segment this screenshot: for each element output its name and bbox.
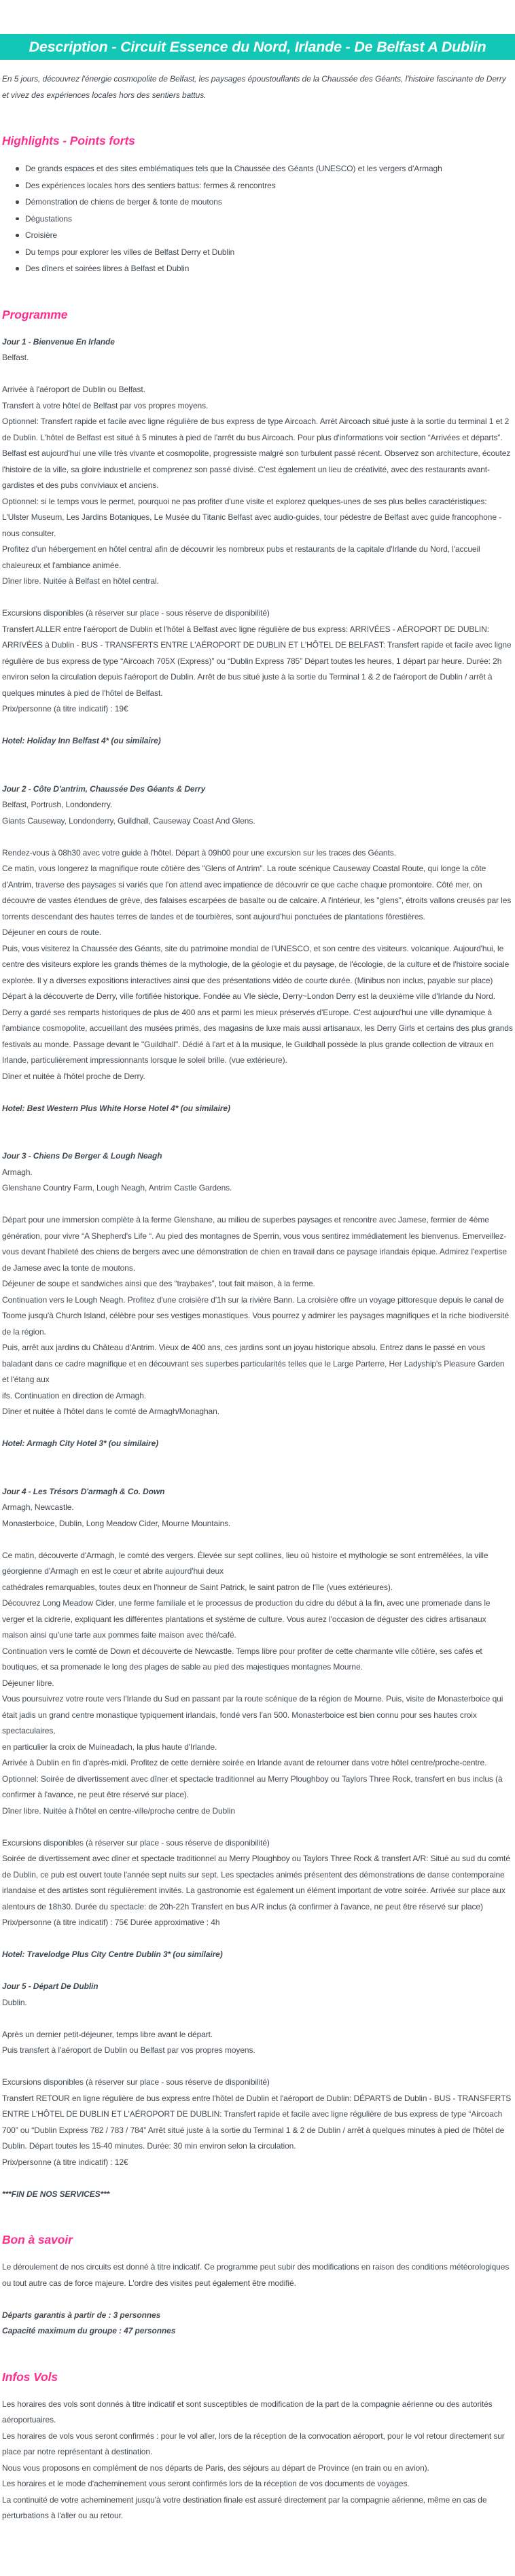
paragraph: Dîner et nuitée à l'hôtel dans le comté de Armagh/Monaghan. [2,1407,219,1416]
intro-paragraph: En 5 jours, découvrez l'énergie cosmopolite de Belfast, les paysages époustouflants de la Chaussée des Géants, l'histoire fascinante de Derry et vivez des expériences locales hors des sentiers battus. [2,74,506,100]
paragraph: cathédrales remarquables, toutes deux en l'honneur de Saint Patrick, le saint patron de l'île (vues extérieures). [2,1582,393,1592]
bold-line: ***FIN DE NOS SERVICES*** [2,2189,110,2199]
paragraph: Dîner libre. Nuitée à Belfast en hôtel central. [2,576,159,586]
spacer [2,1532,513,1548]
infos-vols-heading: Infos Vols [2,2369,58,2384]
paragraph: Nous vous proposons en complément de nos départs de Paris, des séjours au départ de Province (en train ou en avion). [2,2463,429,2473]
hotel-line: Hotel: Best Western Plus White Horse Hotel 4* (ou similaire) [2,1103,230,1113]
paragraph: Armagh, Newcastle. [2,1502,74,1512]
spacer [2,1197,513,1213]
paragraph: Excursions disponibles (à réserver sur place - sous réserve de disponibilité) [2,2077,270,2087]
paragraph: Prix/personne (à titre indicatif) : 19€ [2,704,128,713]
paragraph: Belfast, Portrush, Londonderry. [2,800,113,809]
bullet-item: Du temps pour explorer les villes de Belfast Derry et Dublin [25,244,513,261]
hotel-line: Hotel: Armagh City Hotel 3* (ou similaire) [2,1439,159,1448]
spacer [2,749,513,766]
paragraph: en particulier la croix de Muineadach, la plus haute d'Irlande. [2,1742,217,1752]
day-title: Jour 4 - Les Trésors D'armagh & Co. Down [2,1486,165,1496]
spacer [2,1084,513,1101]
spacer [2,1452,513,1468]
paragraph: Giants Causeway, Londonderry, Guildhall, Causeway Coast And Glens. [2,815,255,826]
day-title: Jour 2 - Côte D'antrim, Chaussée Des Géants & Derry [2,783,206,794]
paragraph: Transfert à votre hôtel de Belfast par vos propres moyens. [2,400,209,410]
paragraph: Ce matin, découverte d'Armagh, le comté des vergers. Élevée sur sept collines, lieu où histoire et mythologie se sont entremêlées, la ville géorgienne d'Armagh en est le cœur et abrite aujourd'hui deux [2,1550,489,1576]
hotel-line: Hotel: Travelodge Plus City Centre Dublin 3* (ou similaire) [2,1949,223,1959]
paragraph: Puis transfert à l'aéroport de Dublin ou Belfast par vos propres moyens. [2,2045,255,2055]
spacer [2,2170,513,2187]
bullet-item: De grands espaces et des sites emblématiques tels que la Chaussée des Géants (UNESCO) et les vergers d'Armagh [25,160,513,177]
paragraph: Les horaires de vols vous seront confirmés : pour le vol aller, lors de la réception de la convocation aéroport, pour le vol retour directement sur place par notre représentant à destination. [2,2431,505,2456]
bullet-item: Des dîners et soirées libres à Belfast et Dublin [25,260,513,277]
paragraph: Armagh. [2,1167,33,1177]
paragraph: Ce matin, vous longerez la magnifique route côtière des "Glens of Antrim". La route scénique Causeway Coastal Route, qui longe la côte d'Antrim, traverse des paysages si variés que l'on attend avec impatience de découvrir ce que cache chaque promontoire. Côté mer, on découvre de vastes étendues de grève, des falaises escarpées de basalte ou de calcaire. A l'intérieur, les "glens", étroits vallons creusés par les torrents descendant des hautes terres de landes et de tourbières, sont aujourd'hui ponctuées de plantations fôrestières. [2,864,512,921]
bold-line: Départs garantis à partir de : 3 personnes [2,2310,161,2320]
paragraph: Dîner libre. Nuitée à l'hôtel en centre-ville/proche centre de Dublin [2,1805,235,1816]
paragraph: Profitez d'un hébergement en hôtel central afin de découvrir les nombreux pubs et restaurants de la capitale d'Irlande du Nord, l'accueil chaleureux et l'ambiance animée. [2,544,480,570]
paragraph: Excursions disponibles (à réserver sur place - sous réserve de disponibilité) [2,608,270,618]
spacer [2,1819,513,1835]
spacer [2,1468,513,1484]
programme-heading: Programme [2,307,68,321]
infos-vols-content [2,2397,513,2524]
paragraph: Continuation vers le comté de Down et découverte de Newcastle. Temps libre pour profiter de cette charmante ville côtière, ses cafés et boutiques, et sa promenade le long des plages de sable au pied des majestiques montagnes Mourne. [2,1646,482,1672]
bon-a-savoir-content [2,2259,513,2340]
bullet-item: Croisière [25,227,513,244]
paragraph: Transfert RETOUR en ligne régulière de bus express entre l'hôtel de Dublin et l'aéroport de Dublin: DÉPARTS de Dublin - BUS - TRANSFERTS ENTRE L'HÔTEL DE DUBLIN ET L'AÉROPORT DE DUBLIN: Transfert rapide et facile avec ligne régulière de bus express de type “Aircoach 700” ou “Dublin Express 782 / 783 / 784” Arrêt situé juste à la sortie du Terminal 1 & 2 de Dublin / arrêt à quelques minutes à pied de l'hôtel de Dublin. Départ toutes les 15-40 minutes. Durée: 30 min environ selon la circulation. [2,2093,512,2151]
highlights-list [2,160,513,277]
spacer [2,2059,513,2075]
spacer [2,1133,513,1149]
paragraph: Puis, arrêt aux jardins du Château d'Antrim. Vieux de 400 ans, ces jardins sont un joyau historique absolu. Entrez dans le passé en vous baladant dans ce cadre magnifique et en découvrant ses superbes particularités telles que le Large Parterre, Her Ladyship's Pleasure Garden et l'étang aux [2,1343,505,1384]
paragraph: Arrivée à Dublin en fin d'après-midi. Profitez de cette dernière soirée en Irlande avant de retourner dans votre hôtel centre/proche-centre. [2,1758,487,1767]
paragraph: Les horaires et le mode d'acheminement vous seront confirmés lors de la réception de vos documents de voyages. [2,2479,410,2488]
paragraph: Départ à la découverte de Derry, ville fortifiée historique. Fondée au VIe siècle, Derry~London Derry est la deuxième ville d'Irlande du Nord. Derry a gardé ses remparts historiques de plus de 400 ans et parmi les mieux préservés d'Europe. C'est aujourd'hui une ville dynamique à l'ambiance cosmopolite, accueillant des musées primés, des magasins de luxe mais aussi artisanaux, les Derry Girls et certains des plus grands festivals au monde. Passage devant le "Guildhall". Dédié à l'art et à la musique, le Guildhall possède la plus grande collection de vitraux en Irlande, particulièrement impressionnants lorsque le soleil brille. (vue extérieure). [2,991,513,1065]
paragraph: Puis, vous visiterez la Chaussée des Géants, site du patrimoine mondial de l'UNESCO, et son centre des visiteurs. volcanique. Aujourd'hui, le centre des visiteurs explore les grands thèmes de la mythologie, de la géologie et du paysage, de l'écologie, de la culture et de l'histoire sociale explorée. Il y a diverses expositions interactives ainsi que des présentations vidéo de courte durée. (Minibus non inclus, payable sur place) [2,943,510,985]
paragraph: Départ pour une immersion complète à la ferme Glenshane, au milieu de superbes paysages et rencontre avec Jamese, fermier de 4ème génération, pour vivre “A Shepherd's Life “. Au pied des montagnes de Sperrin, vous vous sentirez immédiatement les bienvenus. Emerveillez-vous devant l'habileté des chiens de bergers avec une démonstration de chien en travail dans ce paysage irlandais épique. Admirez l'expertise de Jamese avec la tonte de moutons. [2,1215,507,1273]
description-banner [0,34,515,60]
paragraph: Prix/personne (à titre indicatif) : 12€ [2,2157,128,2167]
paragraph: Dublin. [2,1997,27,2007]
paragraph: Déjeuner libre. [2,1678,54,1688]
banner-title: Description - Circuit Essence du Nord, Irlande - De Belfast A Dublin [29,39,486,55]
paragraph: Glenshane Country Farm, Lough Neagh, Antrim Castle Gardens. [2,1183,232,1193]
spacer [2,2291,513,2308]
paragraph: Découvrez Long Meadow Cider, une ferme familiale et le processus de production du cidre du début à la fin, avec une promenade dans le verger et la cidrerie, expliquant les différentes plantations et système de culture. Vous aurez l'occasion de déguster des cidres artisanaux maison ainsi qu'une tarte aux pommes faite maison avec thé/café. [2,1598,491,1640]
paragraph: Arrivée à l'aéroport de Dublin ou Belfast. [2,385,145,394]
spacer [2,718,513,734]
paragraph: Les horaires des vols sont donnés à titre indicatif et sont susceptibles de modification de la part de la compagnie aérienne ou des autorités aéroportuaires. [2,2399,493,2424]
day-title: Jour 5 - Départ De Dublin [2,1981,99,1991]
bullet-item: Démonstration de chiens de berger & tonte de moutons [25,194,513,211]
paragraph: Optionnel: si le temps vous le permet, pourquoi ne pas profiter d'une visite et explorez quelques-unes de ses plus belles caractéristiques: L'Ulster Museum, Les Jardins Botaniques, Le Musée du Titanic Belfast avec audio-guides, tour pédestre de Belfast avec guide francophone - nous consulter. [2,496,502,538]
spacer [2,765,513,781]
paragraph: Dîner et nuitée à l'hôtel proche de Derry. [2,1071,145,1081]
spacer [2,366,513,383]
spacer [2,590,513,606]
paragraph: Belfast est aujourd'hui une ville très vivante et cosmopolite, progressiste malgré son turbulent passé récent. Observez son architecture, écoutez l'histoire de la ville, sa gloire industrielle et comprenez son passé divisé. C'est également un lieu de créativité, avec des restaurants avant-gardistes et des pubs conviviaux et anciens. [2,448,511,490]
paragraph: Monasterboice, Dublin, Long Meadow Cider, Mourne Mountains. [2,1518,231,1528]
spacer [2,2011,513,2027]
paragraph: Prix/personne (à titre indicatif) : 75€ Durée approximative : 4h [2,1918,220,1927]
paragraph: Excursions disponibles (à réserver sur place - sous réserve de disponibilité) [2,1837,270,1848]
spacer [2,1420,513,1436]
document-body [0,71,515,2524]
paragraph: Déjeuner de soupe et sandwiches ainsi que des “traybakes”, tout fait maison, à la ferme. [2,1279,315,1288]
paragraph: Soirée de divertissement avec dîner et spectacle traditionnel au Merry Ploughboy ou Taylors Three Rock & transfert A/R: Situé au sud du comté de Dublin, ce pub est ouvert toute l'année sept nuits sur sept. Les spectacles animés présentent des démonstrations de danse contemporaine irlandaise et des artistes sont régulièrement invités. La gastronomie est également un élément important de votre soirée. Arrivée sur place aux alentours de 18h30. Durée du spectacle: de 20h-22h Transfert en bus A/R inclus (à confirmer à l'avance, ne peut être réservé sur place) [2,1854,510,1911]
spacer [2,1931,513,1947]
bon-a-savoir-heading: Bon à savoir [2,2233,73,2246]
paragraph: La continuité de votre acheminement jusqu'à votre destination finale est assuré directement par la compagnie aérienne, même en cas de perturbations à l'aller ou au retour. [2,2494,487,2520]
paragraph: ifs. Continuation en direction de Armagh. [2,1390,147,1400]
spacer [2,1116,513,1133]
bold-line: Capacité maximum du groupe : 47 personnes [2,2326,176,2335]
spacer [2,1963,513,1979]
programme-content [2,334,513,2203]
paragraph: Transfert ALLER entre l'aéroport de Dublin et l'hôtel à Belfast avec ligne régulière de bus express: ARRIVÉES - AÉROPORT DE DUBLIN: ARRIVÉES à Dublin - BUS - TRANSFERTS ENTRE L'AÉROPORT DE DUBLIN ET L'HÔTEL DE BELFAST: Transfert rapide et facile avec ligne régulière de bus express de type “Aircoach 705X (Express)” ou “Dublin Express 785” Départ toutes les heures, 1 départ par heure. Durée: 2h environ selon la circulation depuis l'aéroport de Dublin. Arrêt de bus situé juste à la sortie du Terminal 1 & 2 de l'aéroport de Dublin / arrêt à quelques minutes à pied de l'hôtel de Belfast. [2,624,512,698]
bullet-item: Des expériences locales hors des sentiers battus: fermes & rencontres [25,177,513,194]
highlights-heading: Highlights - Points forts [2,134,135,147]
day-title: Jour 1 - Bienvenue En Irlande [2,336,115,347]
spacer [2,829,513,845]
paragraph: Vous poursuivrez votre route vers l'Irlande du Sud en passant par la route scénique de la région de Mourne. Puis, visite de Monasterboice qui était jadis un grand centre monastique typiquement irlandais, fondé vers l'an 500. Monasterboice est bien connu pour ses hautes croix spectaculaires, [2,1694,503,1735]
bullet-item: Dégustations [25,211,513,228]
paragraph: Belfast. [2,353,29,362]
paragraph: Déjeuner en cours de route. [2,928,102,937]
paragraph: Continuation vers le Lough Neagh. Profitez d'une croisière d'1h sur la rivière Bann. La croisière offre un voyage pittoresque depuis le canal de Toome jusqu'à Church Island, célèbre pour ses vestiges monastiques. Vous pourrez y admirer les paysages magnifiques et la riche biodiversité de la région. [2,1294,510,1337]
paragraph: Optionnel: Soirée de divertissement avec dîner et spectacle traditionnel au Merry Ploughboy ou Taylors Three Rock, transfert en bus inclus (à confirmer à l'avance, ne peut être réservé sur place). [2,1774,503,1799]
day-title: Jour 3 - Chiens De Berger & Lough Neagh [2,1151,162,1161]
hotel-line: Hotel: Holiday Inn Belfast 4* (ou similaire) [2,736,161,745]
paragraph: Le déroulement de nos circuits est donné à titre indicatif. Ce programme peut subir des modifications en raison des conditions météorologiques ou tout autre cas de force majeure. L'ordre des visites peut également être modifié. [2,2262,510,2288]
paragraph: Après un dernier petit-déjeuner, temps libre avant le départ. [2,2029,213,2039]
paragraph: Rendez-vous à 08h30 avec votre guide à l'hôtel. Départ à 09h00 pour une excursion sur les traces des Géants. [2,847,396,858]
paragraph: Optionnel: Transfert rapide et facile avec ligne régulière de bus express de type Aircoach. Arrèt Aircoach situé juste à la sortie du terminal 1 et 2 de Dublin. L'hôtel de Belfast est situé à 5 minutes à pied de l'arrêt du bus Aircoach. Pour plus d'informations voir section “Arrivées et départs”. [2,417,510,442]
